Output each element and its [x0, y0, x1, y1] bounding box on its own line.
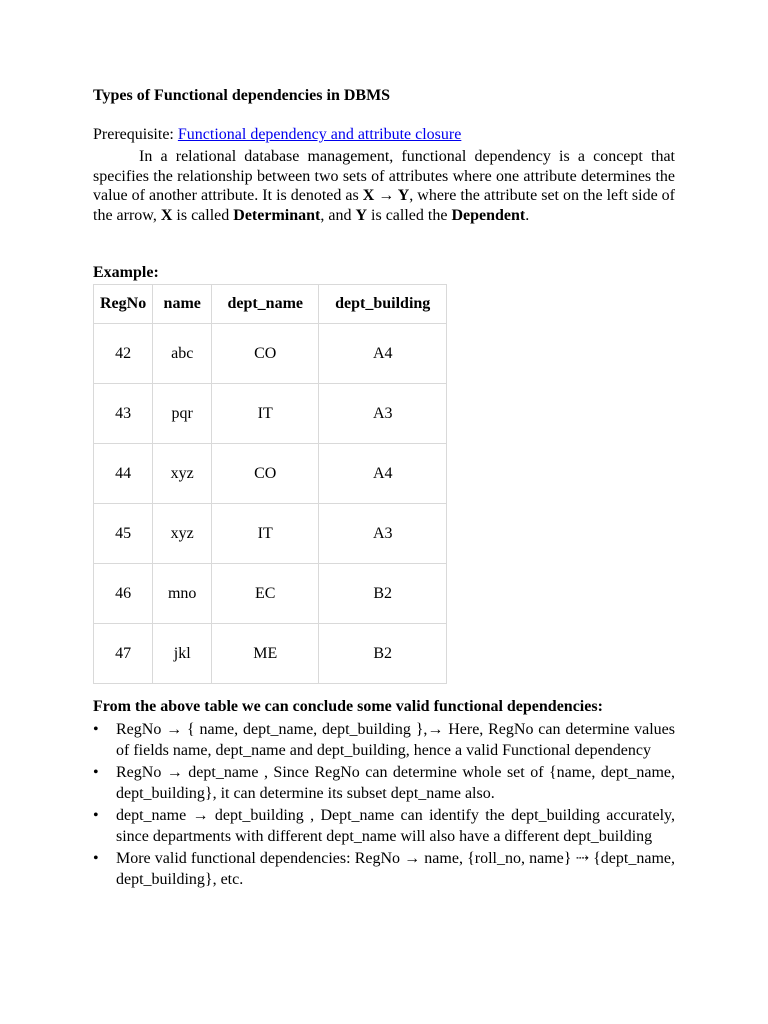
table-cell: 46 — [94, 564, 153, 624]
table-cell: xyz — [153, 504, 212, 564]
conclusion-heading: From the above table we can conclude some valid functional dependencies: — [93, 698, 603, 715]
table-cell: 42 — [94, 324, 153, 384]
intro-notation: X → Y — [362, 187, 410, 205]
table-row — [94, 504, 447, 564]
table-cell: CO — [212, 324, 319, 384]
table-cell: A3 — [319, 384, 447, 444]
table-cell: A4 — [319, 444, 447, 504]
prerequisite-label: Prerequisite: — [93, 126, 178, 143]
table-cell: abc — [153, 324, 212, 384]
prerequisite-line — [93, 126, 461, 144]
table-cell: IT — [212, 384, 319, 444]
table-cell: xyz — [153, 444, 212, 504]
table-cell: B2 — [319, 564, 447, 624]
table-header-cell: dept_building — [319, 285, 447, 324]
table-cell: jkl — [153, 624, 212, 684]
table-cell: pqr — [153, 384, 212, 444]
table-cell: mno — [153, 564, 212, 624]
list-item: • RegNo → dept_name , Since RegNo can determine whole set of {name, dept_name, dept_building}, it can determine its subset dept_name also. — [93, 762, 675, 804]
list-item: • dept_name → dept_building , Dept_name can identify the dept_building accurately, since departments with different dept_name will also have a different dept_building — [93, 805, 675, 847]
list-item: • More valid functional dependencies: RegNo → name, {roll_no, name} ⇢ {dept_name, dept_building}, etc. — [93, 848, 675, 890]
table-cell: CO — [212, 444, 319, 504]
dependency-list — [93, 719, 675, 891]
table-row — [94, 564, 447, 624]
table-cell: B2 — [319, 624, 447, 684]
table-cell: IT — [212, 504, 319, 564]
intro-determinant: Determinant — [233, 206, 321, 224]
table-cell: A3 — [319, 504, 447, 564]
table-cell: A4 — [319, 324, 447, 384]
intro-text-6: . — [525, 206, 530, 224]
example-table — [93, 284, 447, 684]
example-label: Example: — [93, 264, 159, 281]
table-header-cell: dept_name — [212, 285, 319, 324]
table-row — [94, 324, 447, 384]
intro-text-5: is called the — [367, 206, 452, 224]
intro-text-3: is called — [172, 206, 234, 224]
prerequisite-link[interactable]: Functional dependency and attribute closure — [177, 126, 462, 143]
list-item: • RegNo → { name, dept_name, dept_building },→ Here, RegNo can determine values of fields name, dept_name and dept_building, hence a valid Functional dependency — [93, 719, 675, 761]
intro-text-1: In a relational database management, functional dependency is a concept that specifies the relationship between two sets of attributes where one attribute determines the value of another attribute. It is denoted as — [93, 148, 675, 205]
table-cell: 47 — [94, 624, 153, 684]
table-row — [94, 384, 447, 444]
table-cell: EC — [212, 564, 319, 624]
table-header-cell: name — [153, 285, 212, 324]
page-title: Types of Functional dependencies in DBMS — [93, 87, 391, 104]
intro-x: X — [160, 206, 173, 224]
table-cell: 44 — [94, 444, 153, 504]
table-cell: ME — [212, 624, 319, 684]
intro-paragraph — [93, 147, 675, 225]
table-header-cell: RegNo — [94, 285, 153, 324]
intro-y: Y — [355, 206, 368, 224]
intro-dependent: Dependent — [451, 206, 526, 224]
intro-text-4: , and — [320, 206, 356, 224]
table-row — [94, 624, 447, 684]
table-row — [94, 444, 447, 504]
table-header-row — [94, 285, 447, 324]
table-cell: 45 — [94, 504, 153, 564]
table-cell: 43 — [94, 384, 153, 444]
intro-text-2: , where the attribute set on the left side of the arrow, — [93, 187, 676, 224]
